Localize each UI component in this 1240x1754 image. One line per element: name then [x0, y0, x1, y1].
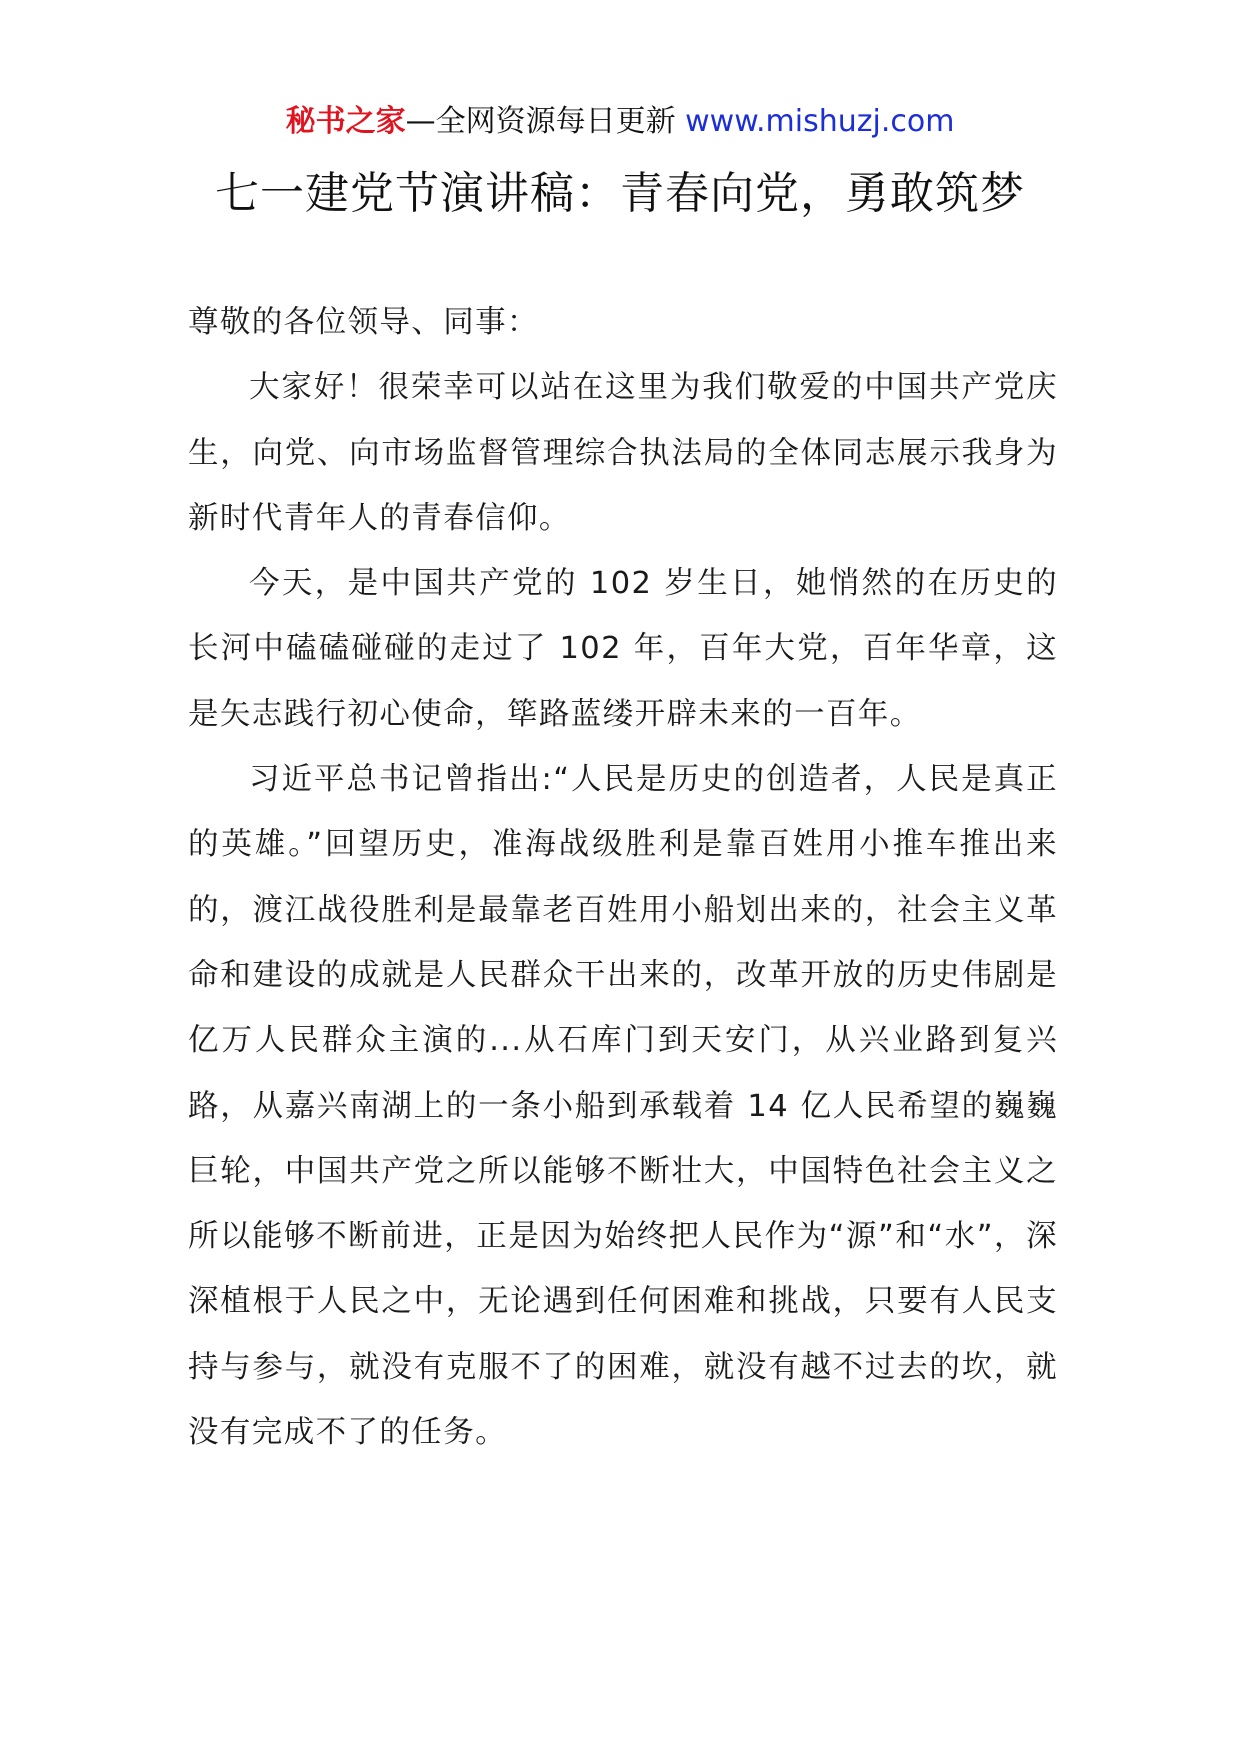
document-title: 七一建党节演讲稿：青春向党，勇敢筑梦 — [215, 168, 1025, 219]
site-url-link[interactable]: www.mishuzj.com — [685, 104, 955, 139]
paragraph-birthday: 今天，是中国共产党的 102 岁生日，她悄然的在历史的长河中磕磕碰碰的走过了 102 年，百年大党，百年华章，这是矢志践行初心使命，筚路蓝缕开辟未来的一百年。 — [188, 566, 1058, 732]
site-brand: 秘书之家 — [285, 104, 406, 139]
document-body — [188, 290, 1058, 1465]
site-tagline: —全网资源每日更新 — [405, 104, 686, 139]
site-header — [0, 102, 1240, 142]
paragraph-people: 习近平总书记曾指出:“人民是历史的创造者，人民是真正的英雄。”回望历史，准海战级胜利是靠百姓用小推车推出来的，渡江战役胜利是最靠老百姓用小船划出来的，社会主义革命和建设的成就是人民群众干出来的，改革开放的历史伟剧是亿万人民群众主演的...从石库门到天安门，从兴业路到复兴路，从嘉兴南湖上的一条小船到承载着 14 亿人民希望的巍巍巨轮，中国共产党之所以能够不断壮大，中国特色社会主义之所以能够不断前进，正是因为始终把人民作为“源”和“水”，深深植根于人民之中，无论遇到任何困难和挑战，只要有人民支持与参与，就没有克服不了的困难，就没有越不过去的坎，就没有完成不了的任务。 — [188, 762, 1058, 1451]
paragraph-greeting: 大家好！很荣幸可以站在这里为我们敬爱的中国共产党庆生，向党、向市场监督管理综合执法局的全体同志展示我身为新时代青年人的青春信仰。 — [188, 370, 1058, 536]
salutation: 尊敬的各位领导、同事： — [188, 305, 539, 340]
